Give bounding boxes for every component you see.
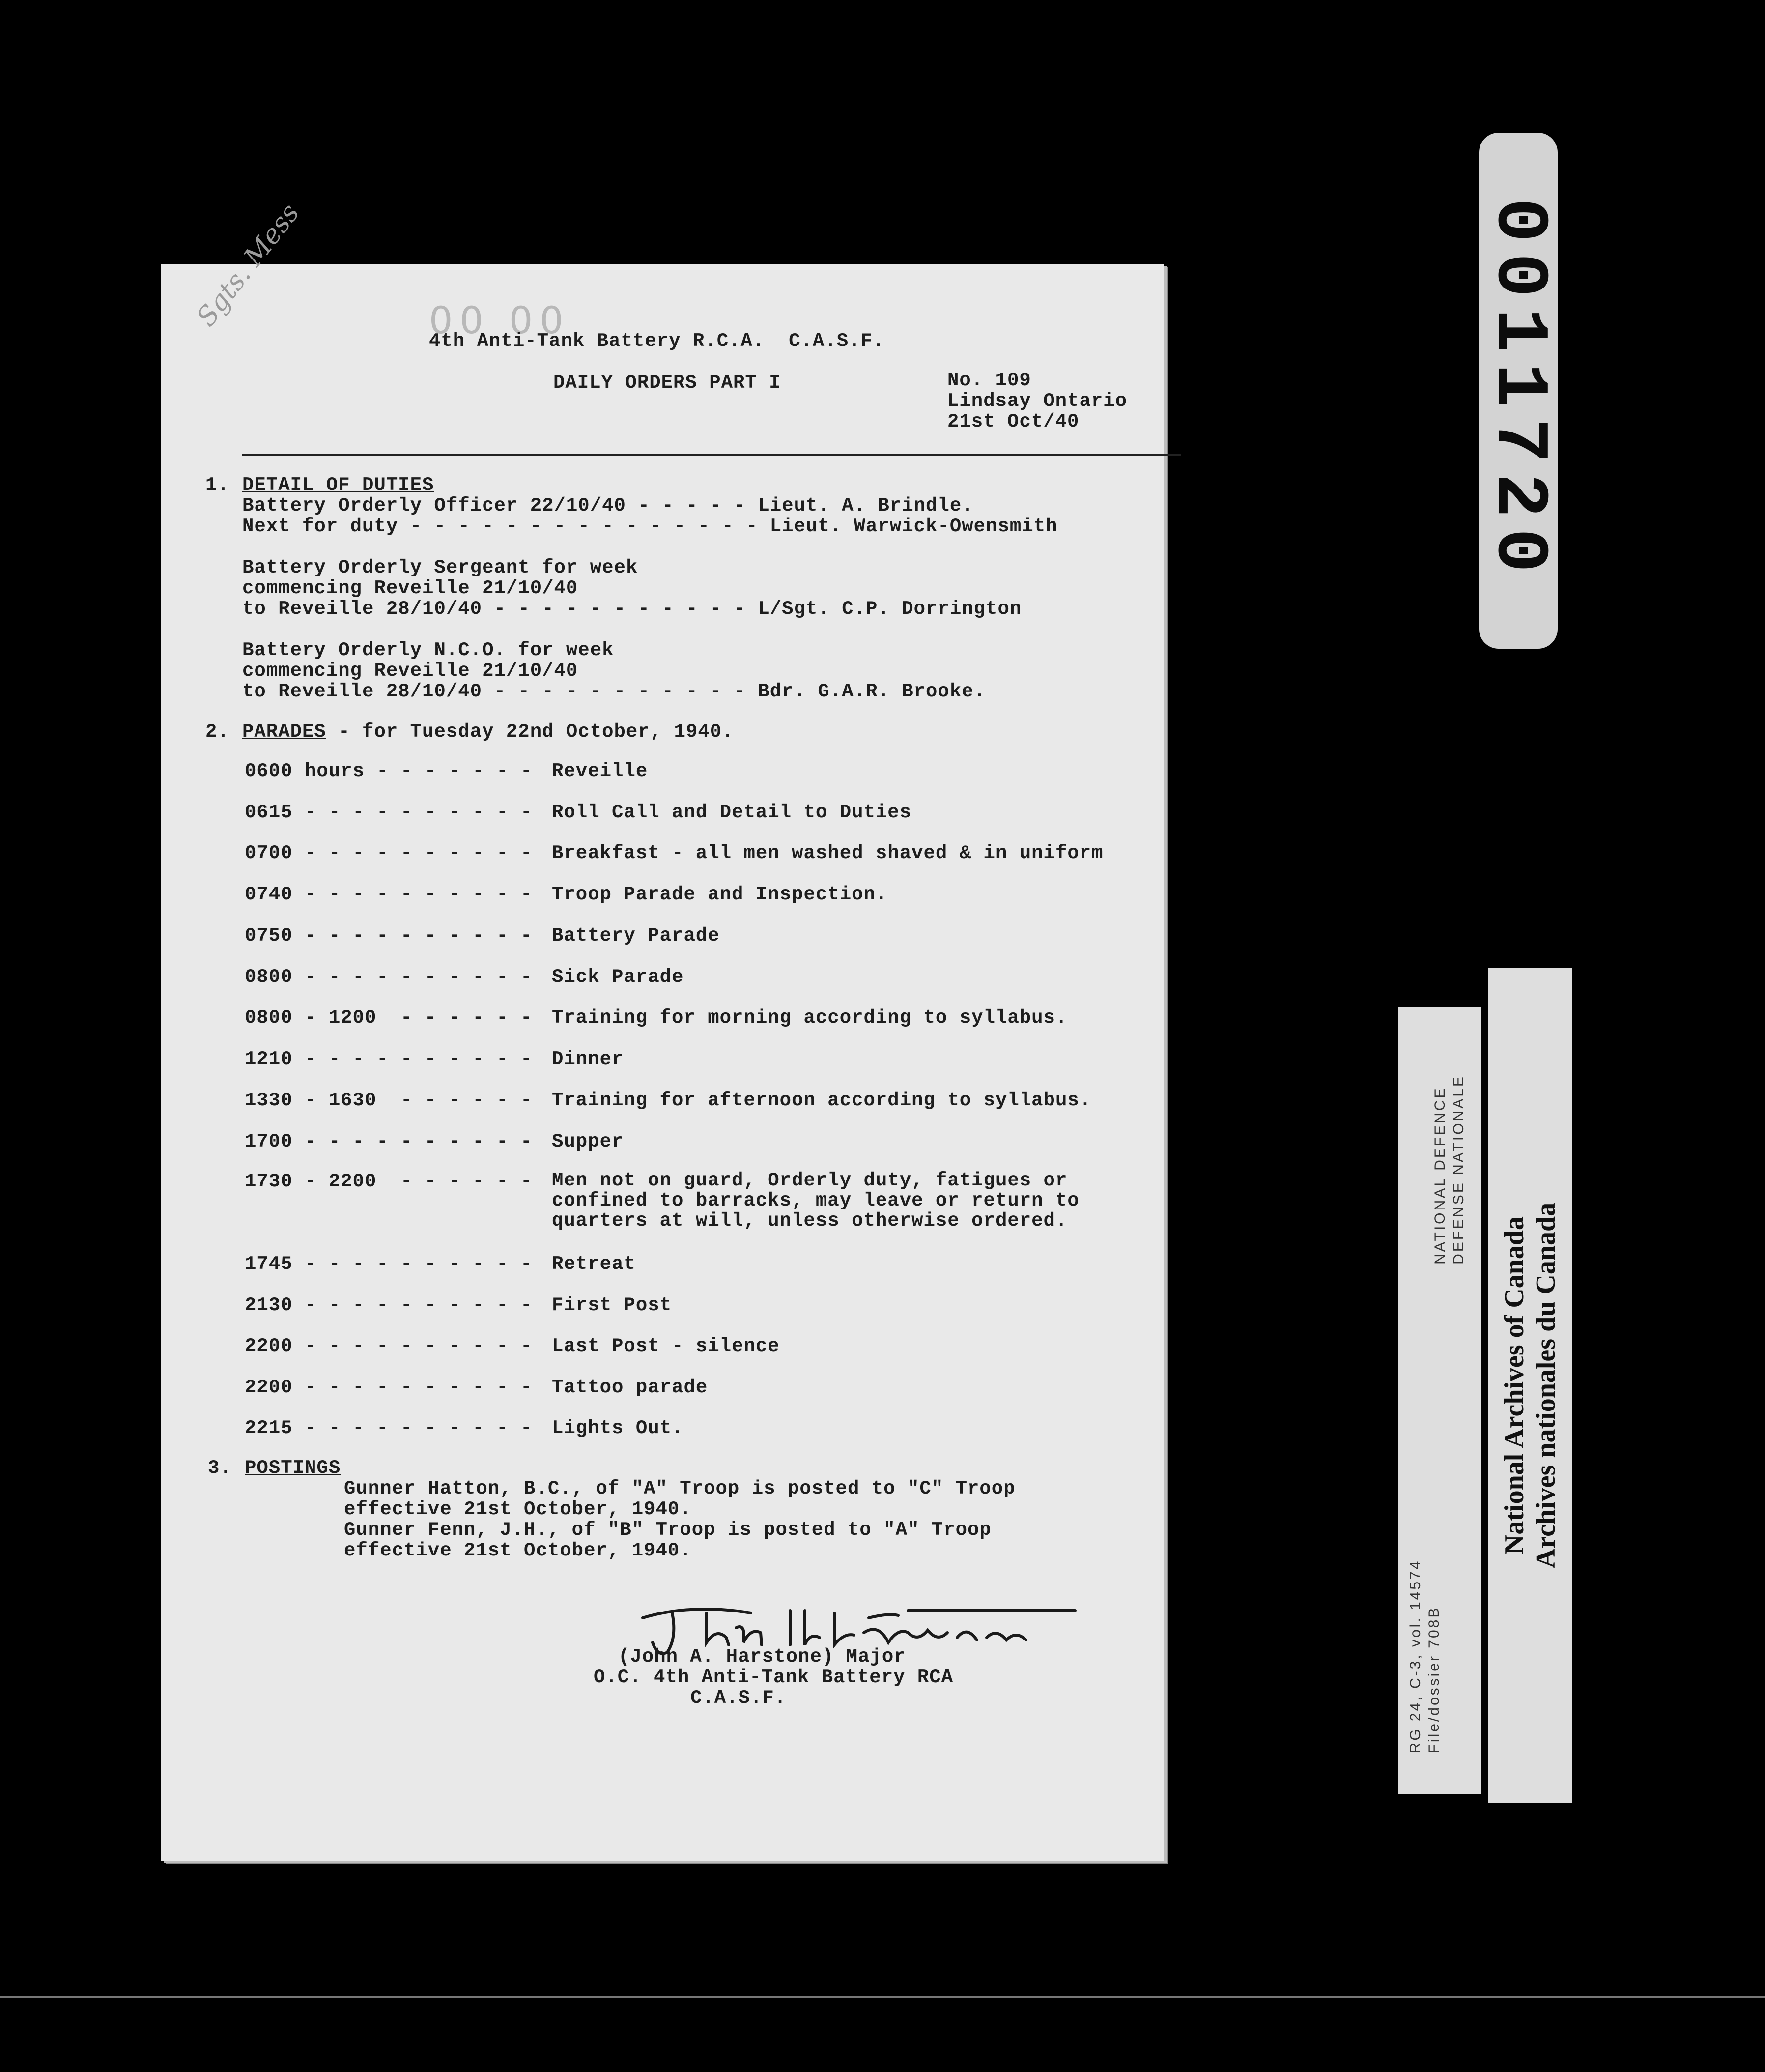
order-place: Lindsay Ontario — [947, 390, 1128, 412]
parade-time: 1730 - 2200 - - - - - - — [245, 1171, 533, 1192]
parade-time: 0800 - 1200 - - - - - - — [245, 1007, 533, 1029]
parade-event: Training for morning according to syllabus. — [552, 1007, 1068, 1029]
parade-time: 0700 - - - - - - - - - - — [245, 842, 533, 864]
parade-event: Tattoo parade — [552, 1377, 708, 1398]
stamp-marks: 00 00 — [429, 298, 570, 342]
parade-event: Last Post - silence — [552, 1335, 780, 1357]
parade-time: 1700 - - - - - - - - - - — [245, 1131, 533, 1152]
parade-time: 2200 - - - - - - - - - - — [245, 1377, 533, 1398]
parade-time: 0615 - - - - - - - - - - — [245, 802, 533, 823]
duty-line: to Reveille 28/10/40 - - - - - - - - - - - L/Sgt. C.P. Dorrington — [242, 598, 1022, 620]
parade-time: 1745 - - - - - - - - - - — [245, 1253, 533, 1275]
archives-text: National Archives of Canada Archives nationales du Canada — [1499, 1202, 1561, 1569]
department-text: NATIONAL DEFENCE DEFENSE NATIONALE — [1432, 1075, 1467, 1265]
parade-time: 2200 - - - - - - - - - - — [245, 1335, 533, 1357]
parade-time: 1330 - 1630 - - - - - - — [245, 1090, 533, 1111]
posting-line: effective 21st October, 1940. — [344, 1498, 692, 1520]
signatory-role: O.C. 4th Anti-Tank Battery RCA — [594, 1667, 954, 1688]
parade-event: Reveille — [552, 760, 648, 782]
parade-event: Training for afternoon according to syllabus. — [552, 1090, 1092, 1111]
image-number-text: 0011720 — [1477, 198, 1560, 584]
section-number: 2. — [205, 721, 229, 743]
duty-line: Battery Orderly Sergeant for week — [242, 557, 638, 578]
archives-canada-label — [1488, 968, 1572, 1803]
parade-event: Sick Parade — [552, 966, 684, 988]
parade-time: 0750 - - - - - - - - - - — [245, 925, 533, 947]
scan-edge-line — [0, 1996, 1765, 1998]
parade-event: Retreat — [552, 1253, 636, 1275]
section-heading-line — [242, 721, 734, 743]
order-date: 21st Oct/40 — [947, 411, 1080, 432]
reference-text: RG 24, C-3, vol. 14574 File/dossier 708B — [1407, 1559, 1442, 1754]
section-heading: POSTINGS — [245, 1457, 341, 1479]
parade-event: Lights Out. — [552, 1417, 684, 1439]
parade-event: Troop Parade and Inspection. — [552, 884, 888, 905]
parade-time: 0740 - - - - - - - - - - — [245, 884, 533, 905]
duty-line: Battery Orderly N.C.O. for week — [242, 639, 614, 661]
orders-title: DAILY ORDERS PART I — [553, 372, 781, 394]
document-page — [161, 198, 1164, 1861]
duty-line: Battery Orderly Officer 22/10/40 - - - - - Lieut. A. Brindle. — [242, 495, 974, 517]
parade-event: Roll Call and Detail to Duties — [552, 802, 912, 823]
parade-event: Men not on guard, Orderly duty, fatigues or confined to barracks, may leave or return to quarters at will, unless otherwise ordered. — [552, 1170, 1080, 1232]
posting-line: Gunner Fenn, J.H., of "B" Troop is posted to "A" Troop — [344, 1519, 992, 1541]
margin-pencil-note: Sgts. Mess — [191, 198, 306, 332]
header-rule — [242, 454, 1181, 456]
parade-event: Supper — [552, 1131, 624, 1152]
parade-event: First Post — [552, 1295, 672, 1316]
archive-reference-label — [1398, 1007, 1481, 1794]
parade-event: Battery Parade — [552, 925, 720, 947]
parade-time: 0600 hours - - - - - - - — [245, 760, 533, 782]
parade-event: Breakfast - all men washed shaved & in uniform — [552, 842, 1104, 864]
order-number: No. 109 — [947, 370, 1031, 391]
posting-line: effective 21st October, 1940. — [344, 1540, 692, 1561]
parade-time: 0800 - - - - - - - - - - — [245, 966, 533, 988]
duty-line: commencing Reveille 21/10/40 — [242, 660, 578, 682]
unit-heading: 4th Anti-Tank Battery R.C.A. C.A.S.F. — [429, 330, 885, 352]
parade-time: 2215 - - - - - - - - - - — [245, 1417, 533, 1439]
parade-time: 1210 - - - - - - - - - - — [245, 1048, 533, 1070]
duty-line: commencing Reveille 21/10/40 — [242, 577, 578, 599]
section-subheading: - for Tuesday 22nd October, 1940. — [326, 721, 734, 743]
posting-line: Gunner Hatton, B.C., of "A" Troop is posted to "C" Troop — [344, 1478, 1016, 1499]
section-number: 1. — [205, 474, 229, 496]
duty-line: Next for duty - - - - - - - - - - - - - - - Lieut. Warwick-Owensmith — [242, 516, 1058, 537]
parade-time: 2130 - - - - - - - - - - — [245, 1295, 533, 1316]
section-heading: PARADES — [242, 721, 326, 743]
archive-image-number — [1479, 133, 1558, 649]
parade-event: Dinner — [552, 1048, 624, 1070]
section-number: 3. — [208, 1457, 232, 1479]
signatory-name: (John A. Harstone) Major — [618, 1646, 906, 1668]
signatory-unit: C.A.S.F. — [690, 1687, 787, 1709]
duty-line: to Reveille 28/10/40 - - - - - - - - - - - Bdr. G.A.R. Brooke. — [242, 681, 986, 702]
section-heading: DETAIL OF DUTIES — [242, 474, 434, 496]
